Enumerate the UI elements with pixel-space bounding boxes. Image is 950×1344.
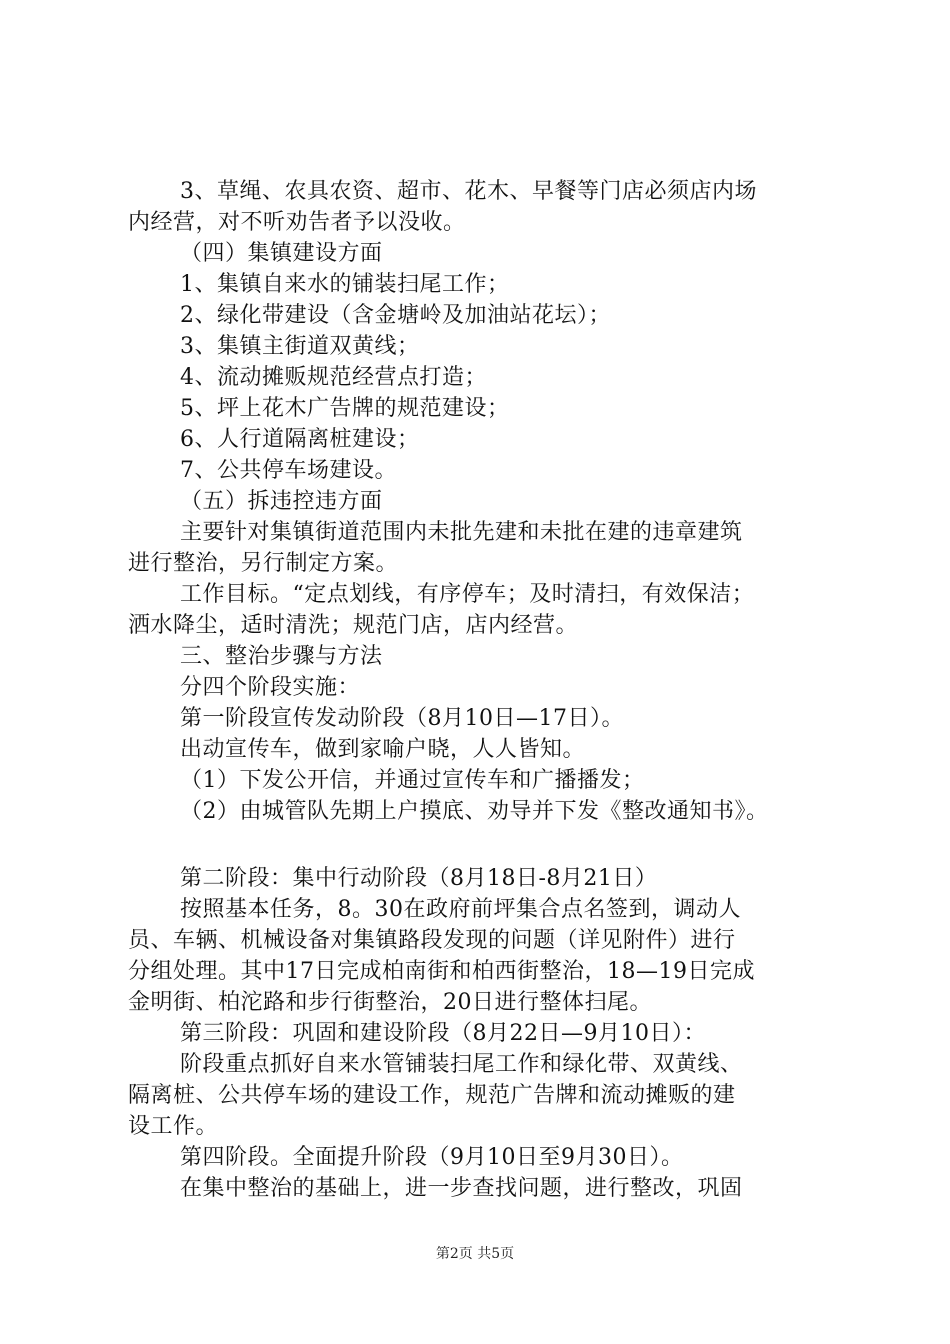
text-line: 洒水降尘，适时清洗；规范门店，店内经营。	[128, 613, 579, 638]
text-line: 设工作。	[128, 1114, 219, 1139]
list-item: 3、集镇主街道双黄线；	[180, 334, 420, 359]
text-line: 工作目标。“定点划线，有序停车；及时清扫，有效保洁；	[180, 582, 755, 607]
text-line: 出动宣传车，做到家喻户晓，人人皆知。	[180, 737, 586, 762]
text-line: 分四个阶段实施：	[180, 675, 361, 700]
list-item: 4、流动摊贩规范经营点打造；	[180, 365, 487, 390]
section-heading: （四）集镇建设方面	[180, 241, 383, 266]
text-line: 员、车辆、机械设备对集镇路段发现的问题（详见附件）进行	[128, 928, 736, 953]
list-item: 2、绿化带建设（含金塘岭及加油站花坛）；	[180, 303, 611, 328]
paragraph-gap	[128, 827, 840, 863]
text-line: 内经营，对不听劝告者予以没收。	[128, 210, 466, 235]
text-line: 第二阶段：集中行动阶段（8月18日-8月21日）	[180, 866, 658, 891]
text-line: 进行整治，另行制定方案。	[128, 551, 399, 576]
text-line: 第四阶段。全面提升阶段（9月10日至9月30日）。	[180, 1145, 684, 1170]
list-item: 7、公共停车场建设。	[180, 458, 397, 483]
document-body	[128, 176, 840, 1204]
text-line: 主要针对集镇街道范围内未批先建和未批在建的违章建筑	[180, 520, 743, 545]
section-heading: 三、整治步骤与方法	[180, 644, 383, 669]
text-line: 3、草绳、农具农资、超市、花木、早餐等门店必须店内场	[180, 179, 757, 204]
text-line: 金明街、柏沱路和步行街整治，20日进行整体扫尾。	[128, 990, 652, 1015]
text-line: 分组处理。其中17日完成柏南街和柏西街整治，18—19日完成	[128, 959, 755, 984]
list-item: （1）下发公开信，并通过宣传车和广播播发；	[180, 768, 645, 793]
text-line: 隔离桩、公共停车场的建设工作，规范广告牌和流动摊贩的建	[128, 1083, 736, 1108]
text-line: 阶段重点抓好自来水管铺装扫尾工作和绿化带、双黄线、	[180, 1052, 743, 1077]
text-line: 第三阶段：巩固和建设阶段（8月22日—9月10日）：	[180, 1021, 706, 1046]
text-line: 在集中整治的基础上，进一步查找问题，进行整改，巩固	[180, 1176, 743, 1201]
list-item: （2）由城管队先期上户摸底、劝导并下发《整改通知书》。	[180, 799, 769, 824]
list-item: 1、集镇自来水的铺装扫尾工作；	[180, 272, 510, 297]
text-line: 第一阶段宣传发动阶段（8月10日—17日）。	[180, 706, 624, 731]
page-footer: 第2页 共5页	[435, 1246, 515, 1262]
list-item: 6、人行道隔离桩建设；	[180, 427, 420, 452]
section-heading: （五）拆违控违方面	[180, 489, 383, 514]
text-line: 按照基本任务，8。30在政府前坪集合点名签到，调动人	[180, 897, 741, 922]
list-item: 5、坪上花木广告牌的规范建设；	[180, 396, 510, 421]
